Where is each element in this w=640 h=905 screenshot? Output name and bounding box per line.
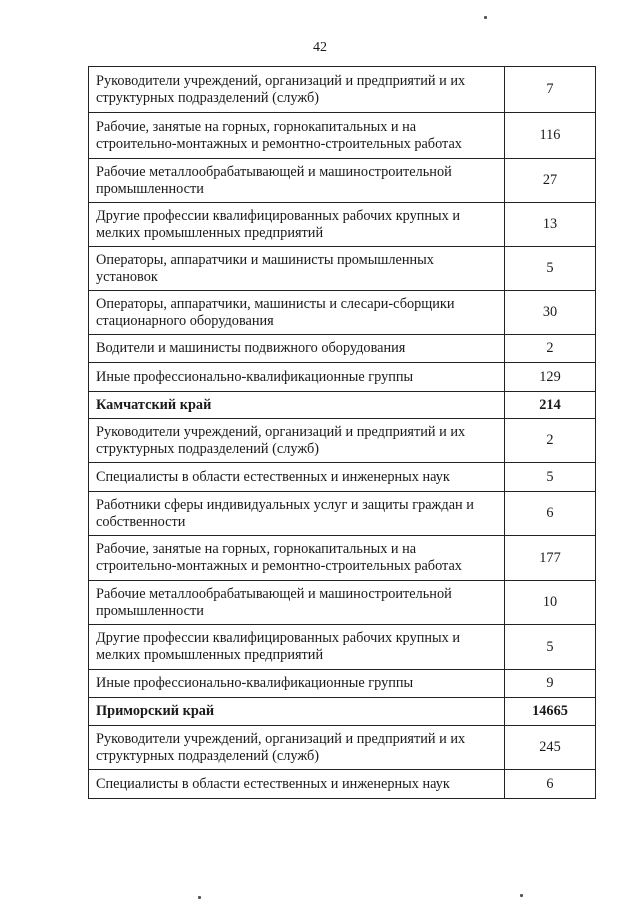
scan-speck — [520, 894, 523, 897]
occupation-group-cell: Руководители учреждений, организаций и предприятий и их структурных подразделений (служб) — [89, 419, 505, 463]
table-row — [89, 113, 596, 159]
occupation-group-cell: Рабочие металлообрабатывающей и машиностроительной промышленности — [89, 159, 505, 203]
page-number: 42 — [313, 40, 327, 55]
occupation-group-cell: Другие профессии квалифицированных рабочих крупных и мелких промышленных предприятий — [89, 203, 505, 247]
table-row — [89, 203, 596, 247]
count-cell: 27 — [505, 159, 596, 203]
occupation-group-cell: Рабочие, занятые на горных, горнокапитальных и на строительно-монтажных и ремонтно-строительных работах — [89, 113, 505, 159]
count-cell: 10 — [505, 581, 596, 625]
count-cell: 116 — [505, 113, 596, 159]
table-row — [89, 463, 596, 492]
region-name-cell: Приморский край — [89, 698, 505, 726]
count-cell: 5 — [505, 625, 596, 670]
count-cell: 6 — [505, 770, 596, 799]
occupation-group-cell: Руководители учреждений, организаций и предприятий и их структурных подразделений (служб) — [89, 67, 505, 113]
count-cell: 9 — [505, 670, 596, 698]
table-row — [89, 670, 596, 698]
count-cell: 2 — [505, 419, 596, 463]
table-row — [89, 726, 596, 770]
table-row — [89, 536, 596, 581]
count-cell: 5 — [505, 247, 596, 291]
occupation-group-cell: Операторы, аппаратчики и машинисты промышленных установок — [89, 247, 505, 291]
count-cell: 30 — [505, 291, 596, 335]
occupation-group-cell: Специалисты в области естественных и инженерных наук — [89, 770, 505, 799]
table-row — [89, 247, 596, 291]
count-cell: 5 — [505, 463, 596, 492]
table-row — [89, 581, 596, 625]
region-total-cell: 214 — [505, 392, 596, 419]
table-row — [89, 492, 596, 536]
table-row — [89, 419, 596, 463]
occupation-group-cell: Иные профессионально-квалификационные группы — [89, 363, 505, 392]
occupation-group-cell: Рабочие металлообрабатывающей и машиностроительной промышленности — [89, 581, 505, 625]
count-cell: 2 — [505, 335, 596, 363]
region-row — [89, 392, 596, 419]
table-row — [89, 335, 596, 363]
occupation-group-cell: Специалисты в области естественных и инженерных наук — [89, 463, 505, 492]
count-cell: 6 — [505, 492, 596, 536]
table-row — [89, 291, 596, 335]
region-row — [89, 698, 596, 726]
count-cell: 7 — [505, 67, 596, 113]
occupation-group-cell: Операторы, аппаратчики, машинисты и слесари-сборщики стационарного оборудования — [89, 291, 505, 335]
occupation-group-cell: Руководители учреждений, организаций и предприятий и их структурных подразделений (служб) — [89, 726, 505, 770]
scan-speck — [198, 896, 201, 899]
table-row — [89, 67, 596, 113]
count-cell: 177 — [505, 536, 596, 581]
scan-speck — [484, 16, 487, 19]
region-total-cell: 14665 — [505, 698, 596, 726]
region-name-cell: Камчатский край — [89, 392, 505, 419]
count-cell: 245 — [505, 726, 596, 770]
occupation-group-cell: Работники сферы индивидуальных услуг и защиты граждан и собственности — [89, 492, 505, 536]
table-row — [89, 625, 596, 670]
occupation-group-cell: Иные профессионально-квалификационные группы — [89, 670, 505, 698]
count-cell: 129 — [505, 363, 596, 392]
occupation-group-cell: Другие профессии квалифицированных рабочих крупных и мелких промышленных предприятий — [89, 625, 505, 670]
table-row — [89, 363, 596, 392]
occupation-group-cell: Рабочие, занятые на горных, горнокапитальных и на строительно-монтажных и ремонтно-строительных работах — [89, 536, 505, 581]
table-row — [89, 159, 596, 203]
count-cell: 13 — [505, 203, 596, 247]
data-table — [88, 66, 596, 799]
occupation-group-cell: Водители и машинисты подвижного оборудования — [89, 335, 505, 363]
table-row — [89, 770, 596, 799]
